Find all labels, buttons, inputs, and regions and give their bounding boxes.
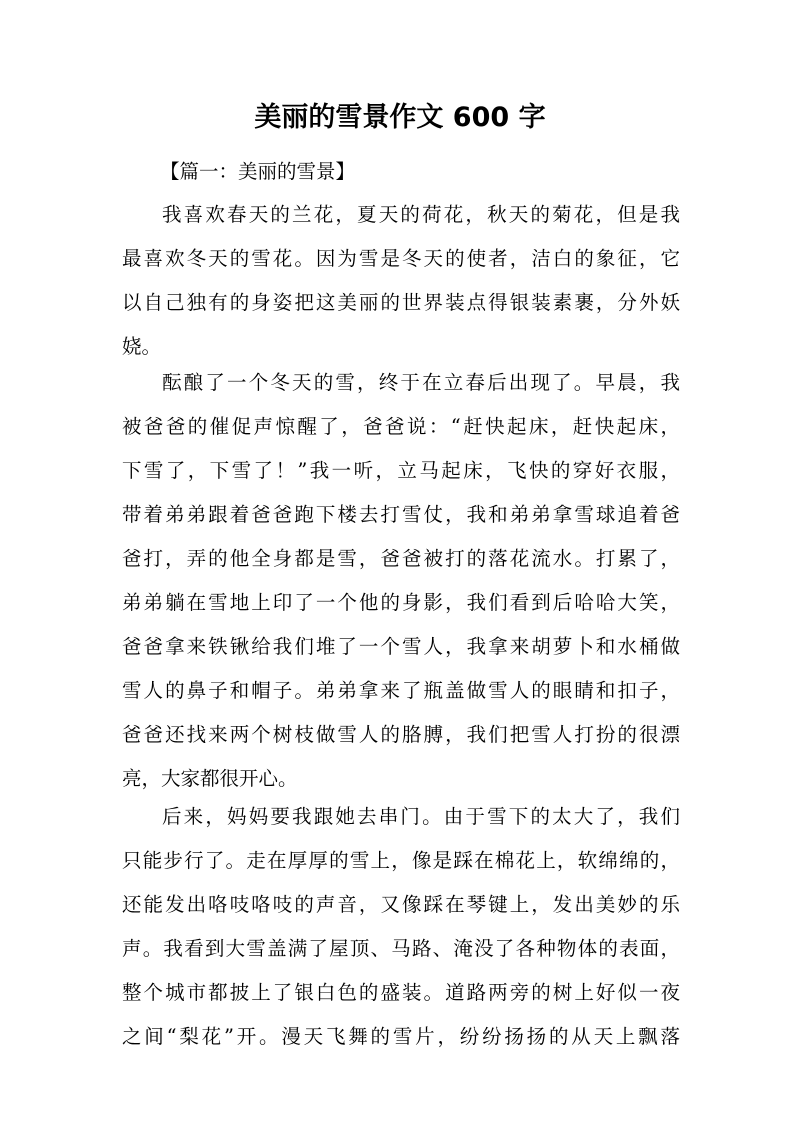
paragraph-line: 爸打，弄的他全身都是雪，爸爸被打的落花流水。打累了， [122, 547, 680, 570]
paragraph-line: 还能发出咯吱咯吱的声音，又像踩在琴键上，发出美妙的乐 [122, 893, 680, 916]
paragraph-line: 整个城市都披上了银白色的盛装。道路两旁的树上好似一夜 [122, 981, 680, 1004]
paragraph-line: 被爸爸的催促声惊醒了，爸爸说：“赶快起床，赶快起床， [122, 415, 680, 438]
paragraph-line: 弟弟躺在雪地上印了一个他的身影，我们看到后哈哈大笑， [122, 591, 680, 614]
paragraph-line: 爸爸还找来两个树枝做雪人的胳膊，我们把雪人打扮的很漂 [122, 723, 680, 746]
paragraph-line: 声。我看到大雪盖满了屋顶、马路、淹没了各种物体的表面， [122, 937, 680, 960]
paragraph-line: 雪人的鼻子和帽子。弟弟拿来了瓶盖做雪人的眼睛和扣子， [122, 679, 680, 702]
paragraph-line: 只能步行了。走在厚厚的雪上，像是踩在棉花上，软绵绵的， [122, 849, 680, 872]
paragraph-line: 亮，大家都很开心。 [122, 767, 298, 790]
section-heading: 【篇一：美丽的雪景】 [160, 160, 356, 183]
document-title: 美丽的雪景作文 600 字 [254, 102, 546, 133]
paragraph-line: 带着弟弟跟着爸爸跑下楼去打雪仗，我和弟弟拿雪球追着爸 [122, 503, 680, 526]
paragraph-line: 之间“梨花”开。漫天飞舞的雪片，纷纷扬扬的从天上飘落 [122, 1025, 680, 1048]
paragraph-line: 爸爸拿来铁锹给我们堆了一个雪人，我拿来胡萝卜和水桶做 [122, 635, 680, 658]
paragraph-line: 最喜欢冬天的雪花。因为雪是冬天的使者，洁白的象征，它 [122, 247, 680, 270]
paragraph-line: 下雪了，下雪了！”我一听，立马起床，飞快的穿好衣服， [122, 459, 680, 482]
paragraph-line: 酝酿了一个冬天的雪，终于在立春后出现了。早晨，我 [162, 371, 680, 394]
paragraph-line: 后来，妈妈要我跟她去串门。由于雪下的太大了，我们 [162, 805, 680, 828]
paragraph-line: 以自己独有的身姿把这美丽的世界装点得银装素裹，分外妖 [122, 291, 680, 314]
paragraph-line: 我喜欢春天的兰花，夏天的荷花，秋天的菊花，但是我 [162, 203, 680, 226]
paragraph-line: 娆。 [122, 335, 162, 358]
